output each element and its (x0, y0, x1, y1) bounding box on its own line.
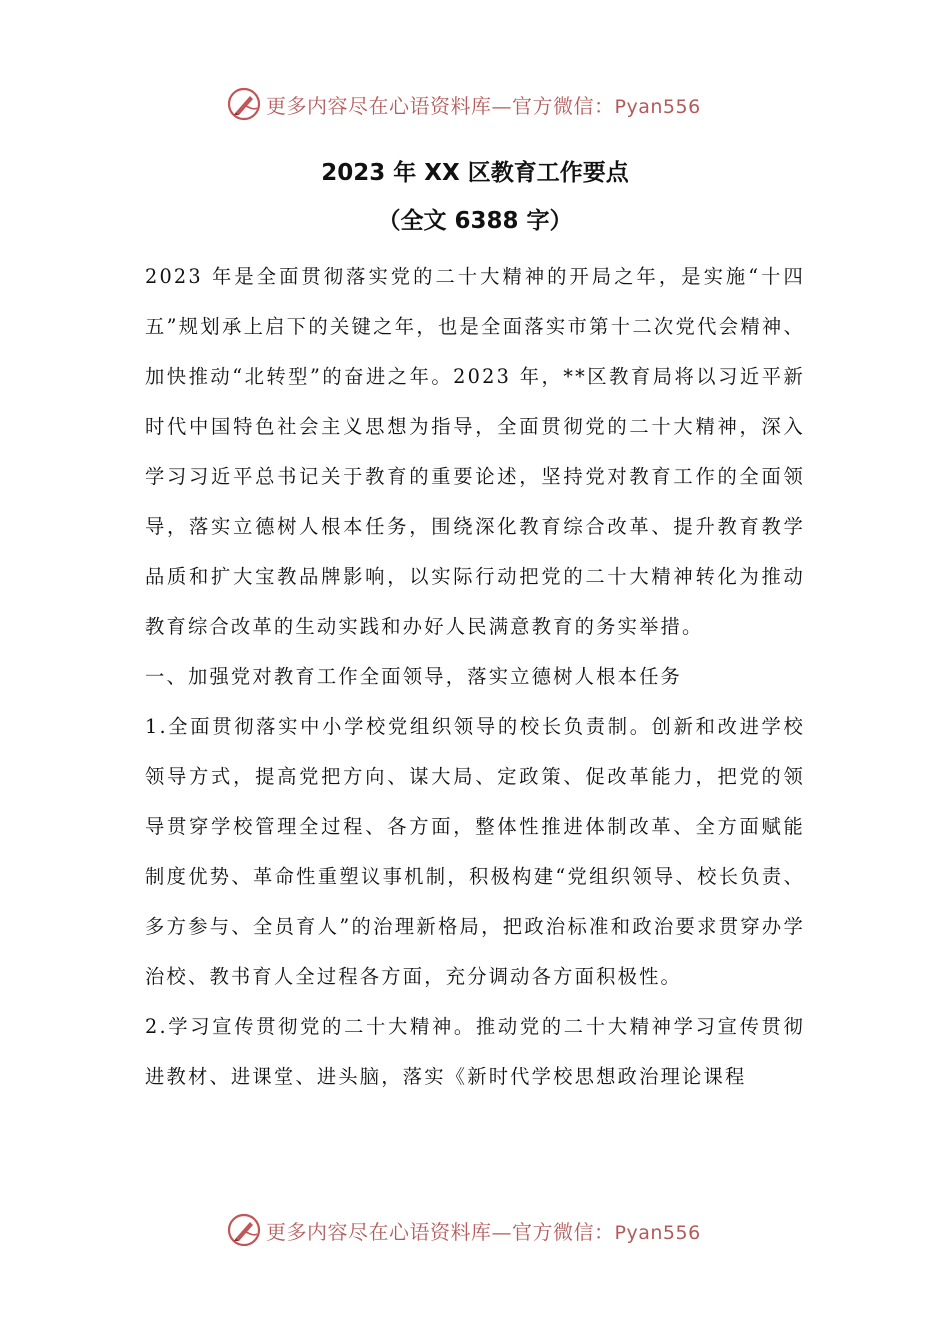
pen-logo-icon (226, 1212, 262, 1248)
header-watermark (226, 84, 701, 124)
section-heading: 一、加强党对教育工作全面领导，落实立德树人根本任务 (145, 665, 683, 688)
document-body (145, 252, 805, 1102)
document-title: 2023 年 XX 区教育工作要点 (321, 160, 629, 186)
item-2-paragraph: 2.学习宣传贯彻党的二十大精神。推动党的二十大精神学习宣传贯彻进教材、进课堂、进头脑，落实《新时代学校思想政治理论课程 (145, 1015, 805, 1088)
pen-logo-icon (226, 86, 262, 122)
watermark-text: 更多内容尽在心语资料库—官方微信：Pyan556 (266, 93, 701, 118)
footer-watermark (226, 1210, 701, 1250)
document-subtitle: （全文 6388 字） (377, 208, 573, 234)
watermark-text: 更多内容尽在心语资料库—官方微信：Pyan556 (266, 1219, 701, 1244)
intro-paragraph: 2023 年是全面贯彻落实党的二十大精神的开局之年，是实施“十四五”规划承上启下的关键之年，也是全面落实市第十二次党代会精神、加快推动“北转型”的奋进之年。2023 年，**区教育局将以习近平新时代中国特色社会主义思想为指导，全面贯彻党的二十大精神，深入学习习近平总书记关于教育的重要论述，坚持党对教育工作的全面领导，落实立德树人根本任务，围绕深化教育综合改革、提升教育教学品质和扩大宝教品牌影响，以实际行动把党的二十大精神转化为推动教育综合改革的生动实践和办好人民满意教育的务实举措。 (145, 265, 805, 638)
item-1-paragraph: 1.全面贯彻落实中小学校党组织领导的校长负责制。创新和改进学校领导方式，提高党把方向、谋大局、定政策、促改革能力，把党的领导贯穿学校管理全过程、各方面，整体性推进体制改革、全方面赋能制度优势、革命性重塑议事机制，积极构建“党组织领导、校长负责、多方参与、全员育人”的治理新格局，把政治标准和政治要求贯穿办学治校、教书育人全过程各方面，充分调动各方面积极性。 (145, 715, 805, 988)
